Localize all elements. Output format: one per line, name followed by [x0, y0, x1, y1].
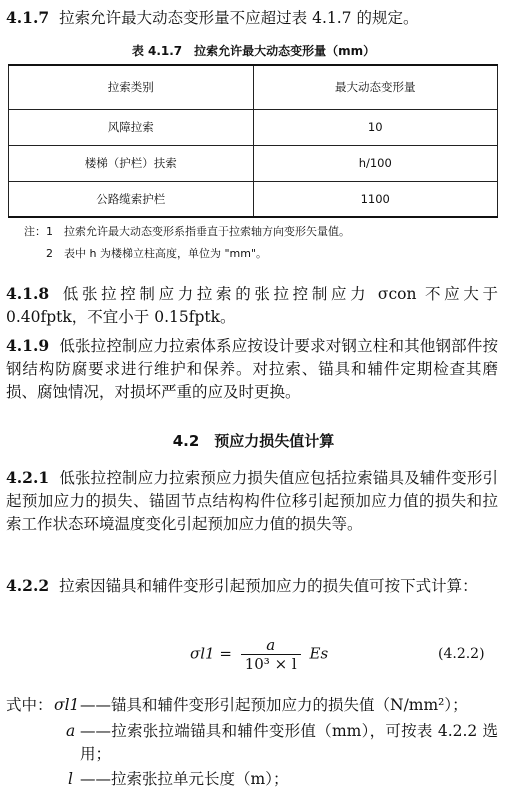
- cell-cable-type: 公路缆索护栏: [9, 181, 254, 217]
- clause-text: 低张拉控制应力拉索的张拉控制应力 σcon 不应大于 0.40fptk，不宜小于 0.15fptk。: [6, 285, 498, 326]
- clause-number: 4.2.1: [6, 468, 50, 487]
- clause-4-2-1: [6, 466, 498, 536]
- clause-text: 低张拉控制应力拉索体系应按设计要求对钢立柱和其他钢部件按钢结构防腐要求进行维护和保养。对拉索、锚具和辅件定期检查其磨损、腐蚀情况，对损坏严重的应及时更换。: [6, 337, 498, 401]
- where-symbol: l: [68, 770, 73, 788]
- table-row: [9, 145, 498, 181]
- where-symbol: a: [66, 722, 76, 740]
- equation-numerator: a: [241, 636, 301, 655]
- deformation-table: [8, 64, 498, 218]
- section-title: 4.2 预应力损失值计算: [172, 432, 335, 450]
- clause-4-2-2: [6, 574, 498, 598]
- equation-lhs: σl1 =: [190, 644, 232, 663]
- where-definition: ——拉索张拉端锚具和辅件变形值（mm），可按表 4.2.2 选用；: [80, 722, 498, 763]
- equation-rhs: Es: [309, 644, 329, 663]
- cell-max-deformation: 10: [253, 109, 498, 145]
- equation-fraction: [241, 636, 301, 673]
- header-max-deformation: 最大动态变形量: [253, 65, 498, 109]
- clause-4-1-8: [6, 282, 498, 329]
- header-cable-type: 拉索类别: [9, 65, 254, 109]
- clause-4-1-7: [6, 6, 498, 30]
- cell-cable-type: 风障拉索: [9, 109, 254, 145]
- where-definition: ——锚具和辅件变形引起预加应力的损失值（N/mm²）；: [80, 696, 468, 714]
- table-row: [9, 181, 498, 217]
- cell-max-deformation: h/100: [253, 145, 498, 181]
- table-header-row: [9, 65, 498, 109]
- equation-number: (4.2.2): [438, 646, 485, 662]
- table-caption: 表 4.1.7 拉索允许最大动态变形量（mm）: [131, 44, 376, 58]
- clause-number: 4.1.8: [6, 284, 50, 303]
- table-note-1: 注：1 拉索允许最大动态变形系指垂直于拉索轴方向变形矢量值。: [24, 225, 350, 238]
- table-note-2: 2 表中 h 为楼梯立柱高度，单位为 "mm"。: [46, 247, 268, 260]
- clause-number: 4.2.2: [6, 576, 50, 595]
- clause-text: 拉索因锚具和辅件变形引起预加应力的损失值可按下式计算：: [59, 577, 478, 595]
- equation-4-2-2: [190, 636, 328, 673]
- clause-number: 4.1.9: [6, 336, 50, 355]
- cell-cable-type: 楼梯（护栏）扶索: [9, 145, 254, 181]
- clause-number: 4.1.7: [6, 8, 50, 27]
- where-definition: ——拉索张拉单元长度（m）；: [80, 770, 289, 788]
- clause-text: 低张拉控制应力拉索预应力损失值应包括拉索锚具及辅件变形引起预加应力的损失、锚固节点结构构件位移引起预加应力值的损失和拉索工作状态环境温度变化引起预加应力值的损失等。: [6, 469, 498, 533]
- table-row: [9, 109, 498, 145]
- cell-max-deformation: 1100: [253, 181, 498, 217]
- equation-denominator: 10³ × l: [244, 655, 297, 673]
- where-intro: 式中：: [6, 696, 53, 714]
- clause-4-1-9: [6, 334, 498, 404]
- where-symbol: σl1: [54, 696, 80, 714]
- clause-text: 拉索允许最大动态变形量不应超过表 4.1.7 的规定。: [59, 9, 419, 27]
